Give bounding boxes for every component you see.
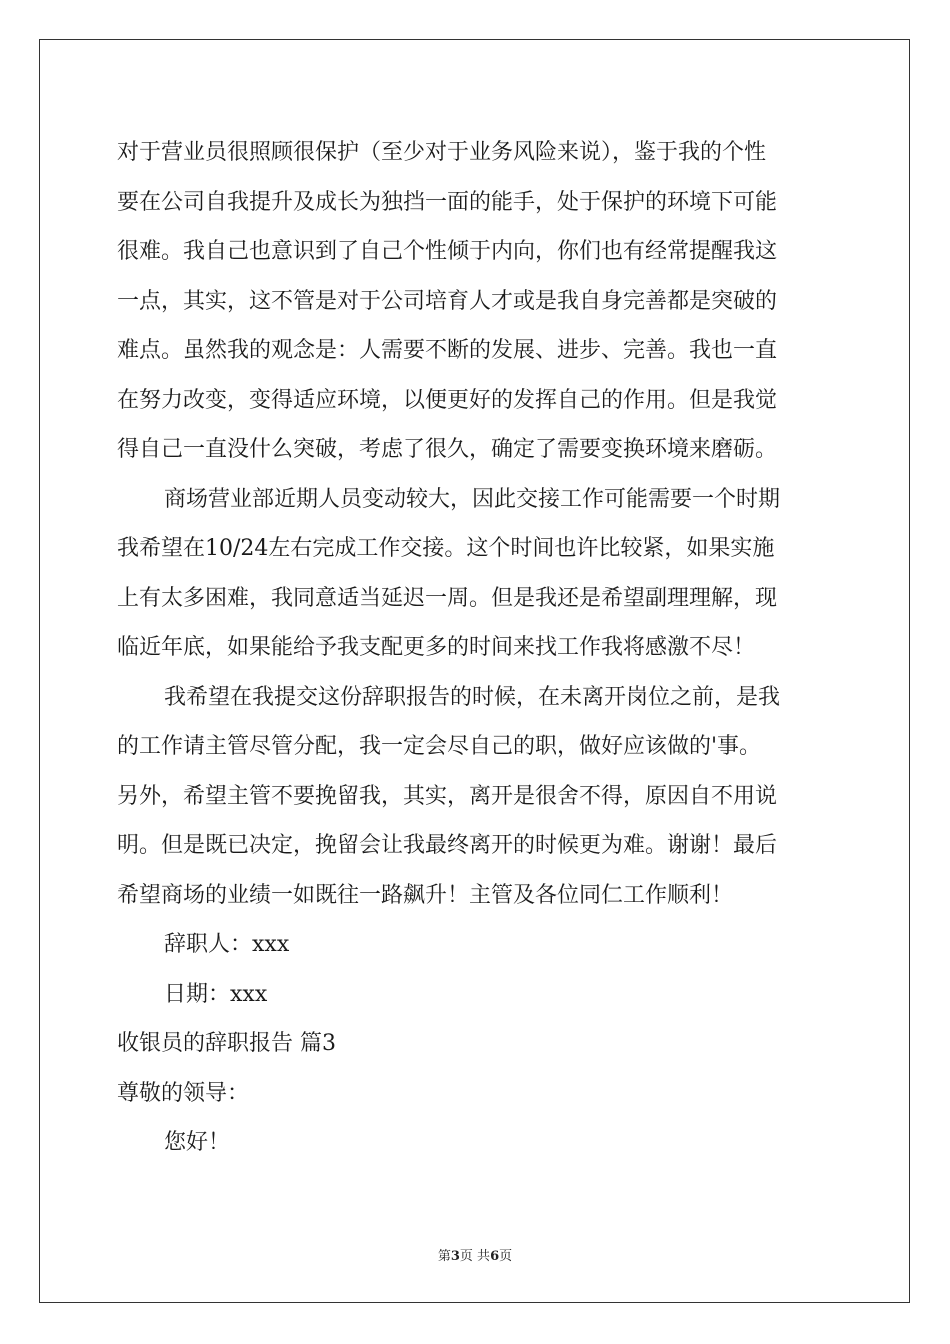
paragraph-line: 我希望在我提交这份辞职报告的时候，在未离开岗位之前，是我 (164, 684, 781, 710)
paragraph-line: 对于营业员很照顾很保护（至少对于业务风险来说），鉴于我的个性 (117, 140, 767, 165)
paragraph-line: 商场营业部近期人员变动较大，因此交接工作可能需要一个时期 (164, 486, 781, 512)
current-page-number: 3 (450, 1249, 460, 1264)
paragraph-line: 很难。我自己也意识到了自己个性倾于内向，你们也有经常提醒我这 (117, 239, 778, 264)
paragraph-line: 的工作请主管尽管分配，我一定会尽自己的职，做好应该做的'事。 (117, 734, 762, 759)
section-heading: 收银员的辞职报告 篇3 (117, 1031, 336, 1056)
paragraph-line: 难点。虽然我的观念是：人需要不断的发展、进步、完善。我也一直 (117, 338, 778, 363)
paragraph-line: 得自己一直没什么突破，考虑了很久，确定了需要变换环境来磨砺。 (117, 437, 778, 462)
date-line: 日期：xxx (164, 981, 268, 1007)
paragraph-line: 希望商场的业绩一如既往一路飙升！主管及各位同仁工作顺利！ (117, 882, 734, 908)
signer-line: 辞职人：xxx (164, 932, 290, 957)
paragraph-line: 临近年底，如果能给予我支配更多的时间来找工作我将感激不尽！ (117, 635, 756, 660)
paragraph-line: 另外，希望主管不要挽留我，其实，离开是很舍不得，原因自不用说 (117, 783, 778, 809)
page-suffix: 页 (499, 1249, 513, 1264)
paragraph-line: 我希望在10/24左右完成工作交接。这个时间也许比较紧，如果实施 (117, 536, 775, 561)
page-prefix: 第 (437, 1249, 451, 1264)
paragraph-line: 明。但是既已决定，挽留会让我最终离开的时候更为难。谢谢！最后 (117, 833, 778, 858)
paragraph-line: 上有太多困难，我同意适当延迟一周。但是我还是希望副理理解，现 (117, 585, 778, 611)
salutation: 尊敬的领导： (117, 1080, 250, 1106)
page-footer (0, 1245, 950, 1264)
greeting: 您好！ (164, 1130, 231, 1155)
paragraph-line: 要在公司自我提升及成长为独挡一面的能手，处于保护的环境下可能 (117, 189, 778, 215)
total-page-number: 6 (490, 1249, 500, 1264)
paragraph-line: 一点，其实，这不管是对于公司培育人才或是我自身完善都是突破的 (117, 288, 778, 314)
page-mid: 页 共 (459, 1249, 491, 1264)
document-body (117, 128, 833, 1168)
paragraph-line: 在努力改变，变得适应环境，以便更好的发挥自己的作用。但是我觉 (117, 387, 778, 413)
